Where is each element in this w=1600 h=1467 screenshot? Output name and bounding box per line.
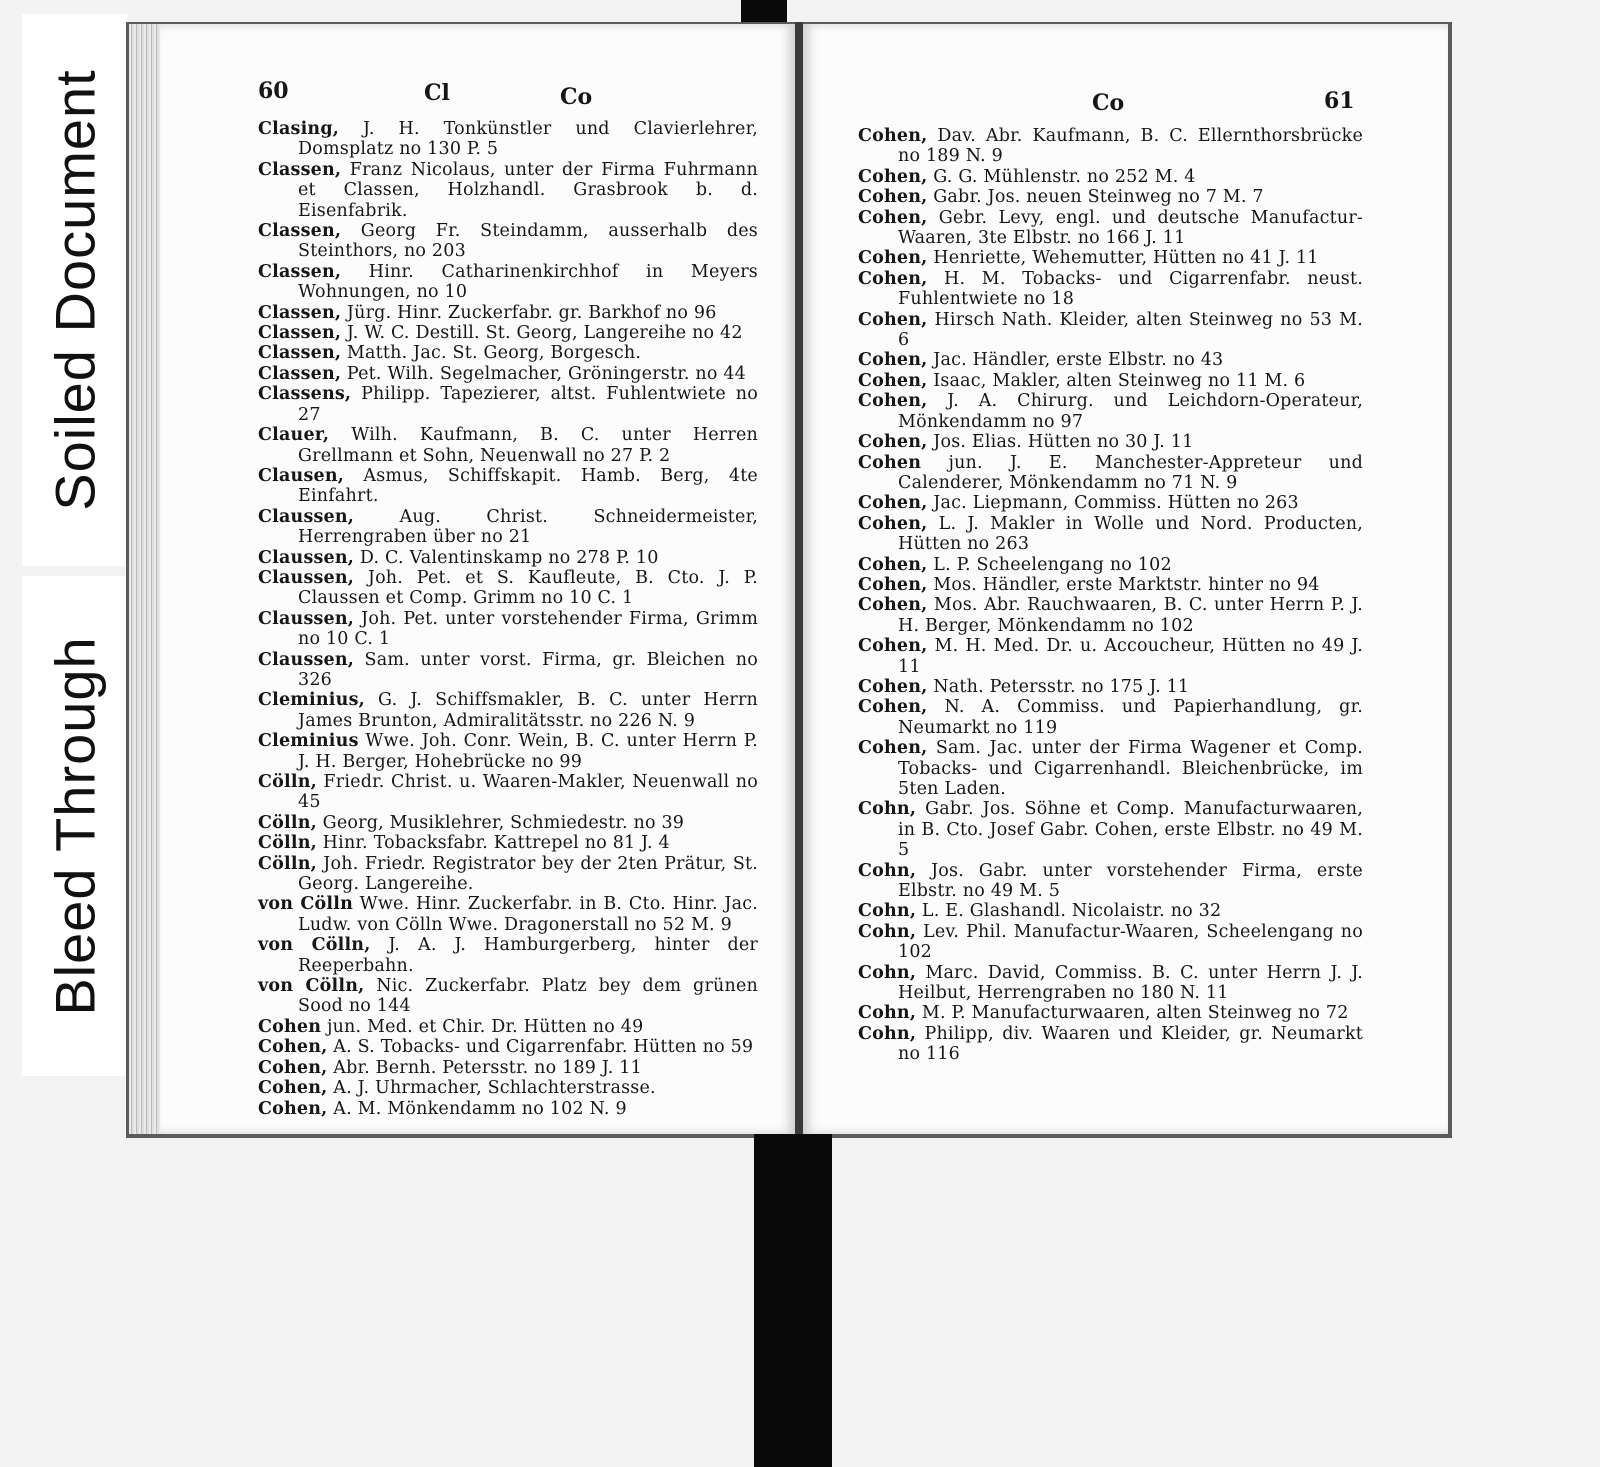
directory-entry: [258, 262, 758, 303]
directory-entry: [858, 1024, 1363, 1065]
entry-surname: Cohen,: [858, 554, 928, 575]
entry-details: Matth. Jac. St. Georg, Borgesch.: [341, 343, 642, 364]
entry-surname: Cohen,: [858, 595, 928, 616]
entry-details: Franz Nicolaus, unter der Firma Fuhrmann et Classen, Holzhandl. Grasbrook b. d. Eisenfabrik.: [298, 159, 758, 221]
entry-surname: Claussen,: [258, 567, 355, 588]
entry-surname: Cohen,: [858, 697, 928, 718]
directory-entry: [258, 650, 758, 691]
directory-entry: [258, 507, 758, 548]
entry-surname: Cohen,: [858, 676, 928, 697]
entry-details: Philipp. Tapezierer, altst. Fuhlentwiete no 27: [298, 384, 758, 425]
entry-details: Friedr. Christ. u. Waaren-Makler, Neuenwall no 45: [298, 772, 758, 813]
directory-entry: [858, 963, 1363, 1004]
directory-entry: [858, 514, 1363, 555]
entry-surname: Clausen,: [258, 465, 345, 486]
entry-surname: Cohn,: [858, 962, 917, 983]
directory-entry: [258, 548, 758, 568]
entry-details: Lev. Phil. Manufactur-Waaren, Scheelengang no 102: [898, 921, 1363, 963]
entry-details: Isaac, Makler, alten Steinweg no 11 M. 6: [927, 370, 1306, 391]
directory-entry: [858, 493, 1363, 513]
directory-entry: [858, 555, 1363, 575]
entry-surname: Cohen,: [258, 1098, 328, 1119]
directory-entry: [858, 922, 1363, 963]
entry-details: jun. J. E. Manchester-Appreteur und Calenderer, Mönkendamm no 71 N. 9: [898, 452, 1363, 493]
bookmark-ribbon-top: [741, 0, 787, 22]
entry-details: Pet. Wilh. Segelmacher, Gröningerstr. no 44: [341, 363, 746, 384]
entry-surname: Cohen,: [858, 493, 928, 514]
entry-details: D. C. Valentinskamp no 278 P. 10: [354, 547, 659, 568]
entry-details: jun. Med. et Chir. Dr. Hütten no 49: [321, 1016, 644, 1037]
entry-surname: Clasing,: [258, 119, 340, 139]
entry-surname: Classen,: [258, 261, 342, 282]
entry-details: Gabr. Jos. Söhne et Comp. Manufacturwaaren, in B. Cto. Josef Gabr. Cohen, erste Elbstr. no 49 M. 5: [898, 799, 1363, 861]
directory-entry: [858, 677, 1363, 697]
entry-surname: Cohn,: [858, 1003, 917, 1024]
entry-surname: von Cölln,: [258, 976, 365, 997]
directory-entry: [858, 371, 1363, 391]
entry-surname: Cohen,: [858, 126, 928, 146]
left-page-number: 60: [258, 78, 289, 104]
soiled-document-text: Soiled Document: [43, 69, 107, 511]
entry-details: Hinr. Tobacksfabr. Kattrepel no 81 J. 4: [316, 833, 670, 854]
entry-details: Asmus, Schiffskapit. Hamb. Berg, 4te Einfahrt.: [298, 465, 758, 507]
bookmark-ribbon-bottom: [754, 1134, 832, 1467]
entry-details: Hirsch Nath. Kleider, alten Steinweg no 53 M. 6: [898, 309, 1363, 351]
left-page-key-start: Cl: [424, 80, 450, 106]
entry-surname: Claussen,: [258, 649, 355, 670]
entry-details: Abr. Bernh. Petersstr. no 189 J. 11: [327, 1057, 642, 1078]
entry-details: L. E. Glashandl. Nicolaistr. no 32: [916, 901, 1222, 922]
directory-entry: [858, 636, 1363, 677]
entry-surname: Classen,: [258, 221, 342, 242]
directory-entry: [858, 697, 1363, 738]
entry-details: Jürg. Hinr. Zuckerfabr. gr. Barkhof no 96: [341, 302, 717, 323]
entry-details: Sam. unter vorst. Firma, gr. Bleichen no 326: [298, 649, 758, 690]
entry-details: Gebr. Levy, engl. und deutsche Manufactur-Waaren, 3te Elbstr. no 166 J. 11: [898, 207, 1363, 249]
right-page-key: Co: [1092, 90, 1125, 116]
entry-details: Jos. Elias. Hütten no 30 J. 11: [927, 432, 1194, 453]
entry-details: H. M. Tobacks- und Cigarrenfabr. neust. Fuhlentwiete no 18: [898, 268, 1363, 310]
entry-details: Joh. Pet. et S. Kaufleute, B. Cto. J. P. Claussen et Comp. Grimm no 10 C. 1: [298, 567, 758, 609]
entry-surname: Cohen,: [858, 513, 928, 534]
entry-details: A. J. Uhrmacher, Schlachterstrasse.: [327, 1078, 656, 1099]
entry-details: Mos. Abr. Rauchwaaren, B. C. unter Herrn P. J. H. Berger, Mönkendamm no 102: [898, 595, 1363, 636]
directory-entry: [258, 976, 758, 1017]
entry-surname: Cohen,: [258, 1078, 328, 1099]
entry-details: J. A. J. Hamburgerberg, hinter der Reeperbahn.: [298, 935, 759, 976]
bleed-through-text: Bleed Through: [43, 636, 107, 1016]
directory-entry: [258, 894, 758, 935]
entry-details: L. P. Scheelengang no 102: [927, 554, 1172, 575]
entry-details: M. H. Med. Dr. u. Accoucheur, Hütten no 49 J. 11: [898, 636, 1363, 677]
entry-details: L. J. Makler in Wolle und Nord. Producten, Hütten no 263: [898, 513, 1363, 555]
entry-details: Georg Fr. Steindamm, ausserhalb des Steinthors, no 203: [298, 221, 758, 262]
directory-entry: [258, 1058, 758, 1078]
entry-details: Georg, Musiklehrer, Schmiedestr. no 39: [316, 812, 685, 833]
directory-entry: [858, 901, 1363, 921]
entry-details: Gabr. Jos. neuen Steinweg no 7 M. 7: [927, 187, 1264, 208]
directory-entry: [258, 1017, 758, 1037]
entry-details: N. A. Commiss. und Papierhandlung, gr. Neumarkt no 119: [898, 697, 1363, 738]
directory-entry: [858, 861, 1363, 902]
directory-entry: [258, 160, 758, 221]
entry-details: Joh. Friedr. Registrator bey der 2ten Prätur, St. Georg. Langereihe.: [298, 853, 758, 895]
right-page-number: 61: [1324, 88, 1355, 114]
directory-entry: [858, 126, 1363, 167]
directory-entry: [858, 575, 1363, 595]
entry-surname: Claussen,: [258, 608, 355, 629]
directory-entry: [858, 310, 1363, 351]
entry-details: A. S. Tobacks- und Cigarrenfabr. Hütten no 59: [327, 1037, 754, 1058]
entry-surname: Cohen: [258, 1016, 322, 1037]
entry-surname: Cohen,: [858, 432, 928, 453]
entry-surname: Cohn,: [858, 901, 917, 922]
directory-entry: [258, 609, 758, 650]
entry-details: Wwe. Joh. Conr. Wein, B. C. unter Herrn P. J. H. Berger, Hohebrücke no 99: [298, 731, 758, 772]
directory-entry: [858, 269, 1363, 310]
entry-details: J. W. C. Destill. St. Georg, Langereihe no 42: [341, 323, 743, 344]
directory-entry: [258, 343, 758, 363]
page-edges: [129, 24, 161, 1134]
entry-surname: Cohen,: [858, 207, 928, 228]
entry-details: M. P. Manufacturwaaren, alten Steinweg no 72: [916, 1003, 1349, 1024]
entry-surname: Cohn,: [858, 921, 917, 942]
entry-surname: Classen,: [258, 343, 342, 364]
directory-entry: [258, 466, 758, 507]
directory-entry: [858, 391, 1363, 432]
directory-entry: [858, 350, 1363, 370]
directory-entry: [258, 384, 758, 425]
directory-entry: [258, 1078, 758, 1098]
entry-details: Joh. Pet. unter vorstehender Firma, Grimm no 10 C. 1: [298, 608, 758, 650]
entry-surname: Cleminius: [258, 731, 359, 752]
entry-surname: Cohn,: [858, 799, 917, 820]
directory-entry: [258, 935, 758, 976]
directory-entry: [258, 813, 758, 833]
entry-surname: Cohen,: [858, 248, 928, 269]
entry-surname: Clauer,: [258, 425, 330, 446]
entry-surname: Cohn,: [858, 860, 917, 881]
directory-entry: [258, 303, 758, 323]
directory-entry: [258, 731, 758, 772]
left-page-key-end: Co: [560, 84, 593, 110]
entry-details: Aug. Christ. Schneidermeister, Herrengraben über no 21: [298, 506, 758, 548]
entry-details: Wwe. Hinr. Zuckerfabr. in B. Cto. Hinr. Jac. Ludw. von Cölln Wwe. Dragonerstall no 52 M. 9: [298, 894, 758, 935]
entry-details: Mos. Händler, erste Marktstr. hinter no 94: [927, 574, 1320, 595]
directory-entry: [858, 738, 1363, 799]
entry-details: Nath. Petersstr. no 175 J. 11: [927, 676, 1190, 697]
entry-details: Jac. Liepmann, Commiss. Hütten no 263: [927, 493, 1299, 514]
entry-surname: Cohen,: [258, 1057, 328, 1078]
entry-surname: Cohen,: [858, 187, 928, 208]
directory-entry: [858, 187, 1363, 207]
directory-entry: [258, 1099, 758, 1119]
entry-details: A. M. Mönkendamm no 102 N. 9: [327, 1098, 627, 1119]
entry-surname: Cohen,: [858, 574, 928, 595]
directory-entry: [858, 248, 1363, 268]
bleed-through-label: [22, 576, 128, 1076]
entry-details: Jos. Gabr. unter vorstehender Firma, erste Elbstr. no 49 M. 5: [898, 860, 1363, 902]
entry-surname: Cohen,: [858, 166, 928, 187]
directory-entry: [258, 568, 758, 609]
book-gutter: [795, 22, 803, 1138]
directory-entry: [258, 119, 758, 160]
entry-details: Nic. Zuckerfabr. Platz bey dem grünen Sood no 144: [298, 976, 758, 1017]
entry-surname: Cleminius,: [258, 690, 365, 711]
entry-details: Sam. Jac. unter der Firma Wagener et Comp. Tobacks- und Cigarrenhandl. Bleichenbrücke, im 5ten Laden.: [898, 738, 1363, 799]
entry-surname: Claussen,: [258, 506, 355, 527]
directory-entry: [858, 167, 1363, 187]
entry-surname: Cölln,: [258, 833, 317, 854]
directory-entry: [258, 1037, 758, 1057]
directory-entry: [858, 799, 1363, 860]
directory-entry: [258, 425, 758, 466]
left-directory-entries: [258, 119, 758, 1119]
entry-surname: Cohen,: [858, 350, 928, 371]
entry-details: J. A. Chirurg. und Leichdorn-Operateur, Mönkendamm no 97: [898, 391, 1363, 432]
entry-details: Marc. David, Commiss. B. C. unter Herrn J. J. Heilbut, Herrengraben no 180 N. 11: [898, 962, 1363, 1004]
entry-details: Henriette, Wehemutter, Hütten no 41 J. 11: [927, 248, 1319, 269]
entry-surname: von Cölln,: [258, 935, 371, 956]
directory-entry: [258, 854, 758, 895]
entry-surname: Classen,: [258, 363, 342, 384]
entry-details: Wilh. Kaufmann, B. C. unter Herren Grellmann et Sohn, Neuenwall no 27 P. 2: [298, 425, 758, 466]
directory-entry: [258, 833, 758, 853]
directory-entry: [258, 323, 758, 343]
entry-surname: von Cölln: [258, 894, 353, 915]
entry-surname: Cohen,: [858, 738, 928, 759]
entry-details: Jac. Händler, erste Elbstr. no 43: [927, 350, 1224, 371]
entry-surname: Cölln,: [258, 812, 317, 833]
entry-surname: Cohen,: [858, 370, 928, 391]
entry-details: G. J. Schiffsmakler, B. C. unter Herrn James Brunton, Admiralitätsstr. no 226 N. 9: [298, 690, 758, 731]
entry-surname: Classen,: [258, 159, 342, 180]
entry-details: J. H. Tonkünstler und Clavierlehrer, Domsplatz no 130 P. 5: [298, 119, 758, 160]
entry-surname: Cohen,: [858, 391, 928, 412]
entry-surname: Cohen,: [858, 268, 928, 289]
directory-entry: [858, 1003, 1363, 1023]
directory-entry: [858, 453, 1363, 494]
right-directory-entries: [858, 126, 1363, 1065]
entry-surname: Cohen,: [858, 309, 928, 330]
entry-surname: Classens,: [258, 384, 352, 405]
directory-entry: [258, 221, 758, 262]
entry-details: Dav. Abr. Kaufmann, B. C. Ellernthorsbrücke no 189 N. 9: [898, 126, 1363, 167]
entry-surname: Cohen,: [858, 636, 928, 657]
entry-surname: Cohen,: [258, 1037, 328, 1058]
entry-surname: Classen,: [258, 323, 342, 344]
entry-details: Philipp, div. Waaren und Kleider, gr. Neumarkt no 116: [898, 1023, 1363, 1065]
directory-entry: [258, 772, 758, 813]
entry-surname: Cölln,: [258, 772, 317, 792]
entry-details: G. G. Mühlenstr. no 252 M. 4: [927, 166, 1196, 187]
entry-surname: Classen,: [258, 302, 342, 323]
directory-entry: [858, 208, 1363, 249]
directory-entry: [258, 364, 758, 384]
entry-surname: Cohen: [858, 452, 922, 473]
entry-surname: Cohn,: [858, 1023, 917, 1044]
entry-surname: Claussen,: [258, 547, 355, 568]
directory-entry: [258, 690, 758, 731]
directory-entry: [858, 432, 1363, 452]
entry-details: Hinr. Catharinenkirchhof in Meyers Wohnungen, no 10: [298, 261, 758, 303]
entry-surname: Cölln,: [258, 853, 317, 874]
directory-entry: [858, 595, 1363, 636]
soiled-document-label: [22, 14, 128, 566]
